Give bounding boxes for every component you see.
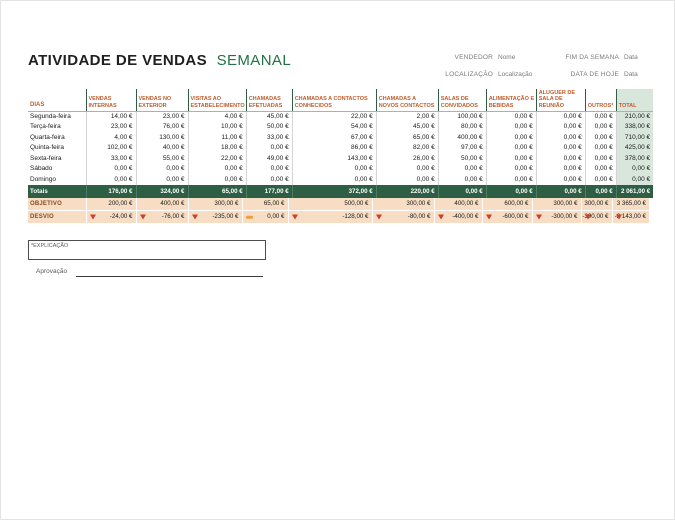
value-cell[interactable]: 0,00 € [246,164,292,175]
column-total-cell: 0,00 € [438,185,486,198]
column-total-cell: 0,00 € [486,185,536,198]
day-label-cell: Sexta-feira [30,154,62,162]
column-header: VISITAS AO ESTABELECIMENTO [188,89,246,111]
desvio-value-cell: -76,00 € [136,211,188,224]
value-cell[interactable]: 0,00 € [486,175,536,186]
value-cell[interactable]: 0,00 € [86,164,136,175]
value-cell[interactable]: 0,00 € [536,122,585,133]
value-cell[interactable]: 0,00 € [376,175,438,186]
data-de-hoje-value[interactable]: Data [624,71,638,78]
day-label-cell: Terça-feira [30,123,61,131]
desvio-value-cell: -80,00 € [372,211,434,224]
row-total-cell: 425,00 € [616,143,653,154]
totals-row [28,185,653,198]
triangle-down-icon [438,215,444,220]
row-total-cell: 210,00 € [616,111,653,122]
field-localizacao [379,71,532,78]
row-total-cell: 0,00 € [616,175,653,186]
objetivo-value-cell[interactable]: 400,00 € [434,198,482,211]
column-header: VENDAS INTERNAS [86,89,136,111]
header-row [28,89,653,111]
value-cell[interactable]: 0,00 € [585,111,616,122]
column-header: SALAS DE CONVIDADOS [438,89,486,111]
value-cell[interactable]: 0,00 € [536,111,585,122]
day-label-cell: Sábado [30,165,53,173]
value-cell[interactable]: 0,00 € [438,164,486,175]
desvio-value-cell: -300,00 € [532,211,581,224]
totals-label-cell: Totais [28,185,86,198]
value-cell[interactable]: 0,00 € [585,143,616,154]
value-cell[interactable]: 54,00 € [292,122,376,133]
row-total-cell: 338,00 € [616,122,653,133]
value-cell[interactable]: 82,00 € [376,143,438,154]
objetivo-value-cell[interactable]: 300,00 € [188,198,242,211]
desvio-value-cell: -300,00 € [581,211,612,224]
objetivo-value-cell[interactable]: 300,00 € [581,198,612,211]
column-total-cell: 176,00 € [86,185,136,198]
desvio-value-cell: -2 143,00 € [612,211,649,224]
value-cell[interactable]: 400,00 € [438,133,486,144]
explanation-box[interactable] [28,240,266,260]
value-cell[interactable]: 22,00 € [188,154,246,165]
value-cell[interactable]: 0,00 € [136,164,188,175]
value-cell[interactable]: 0,00 € [246,143,292,154]
value-cell[interactable]: 0,00 € [536,154,585,165]
objetivo-row [28,198,649,211]
value-cell[interactable]: 102,00 € [86,143,136,154]
column-header: CHAMADAS EFETUADAS [246,89,292,111]
value-cell[interactable]: 14,00 € [86,111,136,122]
value-cell[interactable]: 0,00 € [486,122,536,133]
value-cell[interactable]: 0,00 € [188,164,246,175]
table-row [28,111,653,122]
desvio-value-cell: 0,00 € [242,211,288,224]
table-row [28,133,653,144]
data-de-hoje-label: DATA DE HOJE [570,71,619,78]
column-header: CHAMADAS A NOVOS CONTACTOS [376,89,438,111]
value-cell[interactable]: 80,00 € [438,122,486,133]
value-cell[interactable]: 0,00 € [585,164,616,175]
objetivo-value-cell[interactable]: 65,00 € [242,198,288,211]
value-cell[interactable]: 0,00 € [486,164,536,175]
objetivo-value-cell[interactable]: 300,00 € [372,198,434,211]
value-cell[interactable]: 33,00 € [246,133,292,144]
value-cell[interactable]: 0,00 € [486,133,536,144]
value-cell[interactable]: 0,00 € [536,133,585,144]
day-label-cell: Quarta-feira [30,133,65,141]
triangle-down-icon [536,215,542,220]
grand-total-cell: 2 061,00 € [616,185,653,198]
value-cell[interactable]: 0,00 € [536,143,585,154]
field-fim-da-semana [529,54,638,61]
value-cell[interactable]: 0,00 € [585,122,616,133]
value-cell[interactable]: 0,00 € [585,175,616,186]
objetivo-total-cell: 3 365,00 € [612,198,649,211]
value-cell[interactable]: 0,00 € [376,164,438,175]
objetivo-value-cell[interactable]: 400,00 € [136,198,188,211]
title-main: ATIVIDADE DE VENDAS [28,52,208,69]
column-total-cell: 65,00 € [188,185,246,198]
value-cell[interactable]: 26,00 € [376,154,438,165]
value-cell[interactable]: 76,00 € [136,122,188,133]
objetivo-label-cell: OBJETIVO [28,198,86,211]
value-cell[interactable]: 130,00 € [136,133,188,144]
column-total-cell: 0,00 € [585,185,616,198]
value-cell[interactable]: 67,00 € [292,133,376,144]
localizacao-value[interactable]: Localização [498,71,533,78]
objetivo-value-cell[interactable]: 600,00 € [482,198,532,211]
objetivo-value-cell[interactable]: 200,00 € [86,198,136,211]
column-total-cell: 324,00 € [136,185,188,198]
fim-da-semana-value[interactable]: Data [624,54,638,61]
dash-icon [246,216,253,219]
objetivo-value-cell[interactable]: 500,00 € [288,198,372,211]
value-cell[interactable]: 0,00 € [486,143,536,154]
fim-da-semana-label: FIM DA SEMANA [565,54,619,61]
row-total-cell: 0,00 € [616,164,653,175]
value-cell[interactable]: 45,00 € [376,122,438,133]
localizacao-label: LOCALIZAÇÃO [445,71,493,78]
value-cell[interactable]: 0,00 € [536,175,585,186]
column-total-cell: 372,00 € [292,185,376,198]
value-cell[interactable]: 0,00 € [585,133,616,144]
day-label-cell: Domingo [30,175,57,183]
value-cell[interactable]: 65,00 € [376,133,438,144]
table-row [28,164,653,175]
day-label-cell: Quinta-feira [30,144,64,152]
column-header: ALIMENTAÇÃO E BEBIDAS [486,89,536,111]
page-title [28,52,291,69]
value-cell[interactable]: 33,00 € [86,154,136,165]
triangle-down-icon [376,215,382,220]
value-cell[interactable]: 55,00 € [136,154,188,165]
desvio-row [28,211,649,224]
value-cell[interactable]: 86,00 € [292,143,376,154]
column-header: TOTAL [616,89,653,111]
value-cell[interactable]: 4,00 € [86,133,136,144]
triangle-down-icon [585,215,591,220]
value-cell[interactable]: 0,00 € [438,175,486,186]
table-row [28,175,653,186]
column-total-cell: 0,00 € [536,185,585,198]
vendedor-label: VENDEDOR [454,54,493,61]
value-cell[interactable]: 0,00 € [536,164,585,175]
desvio-value-cell: -600,00 € [482,211,532,224]
value-cell[interactable]: 0,00 € [486,154,536,165]
table-row [28,154,653,165]
column-header: VENDAS NO EXTERIOR [136,89,188,111]
value-cell[interactable]: 10,00 € [188,122,246,133]
goals-table [28,198,649,223]
desvio-value-cell: -400,00 € [434,211,482,224]
explanation-label: *EXPLICAÇÃO [31,243,69,249]
value-cell[interactable]: 50,00 € [438,154,486,165]
title-period: SEMANAL [216,52,292,69]
value-cell[interactable]: 0,00 € [136,175,188,186]
value-cell[interactable]: 100,00 € [438,111,486,122]
value-cell[interactable]: 23,00 € [136,111,188,122]
column-header: OUTROS* [585,89,616,111]
row-total-cell: 710,00 € [616,133,653,144]
triangle-down-icon [292,215,298,220]
value-cell[interactable]: 45,00 € [246,111,292,122]
value-cell[interactable]: 0,00 € [246,175,292,186]
value-cell[interactable]: 18,00 € [188,143,246,154]
row-total-cell: 378,00 € [616,154,653,165]
value-cell[interactable]: 40,00 € [136,143,188,154]
value-cell[interactable]: 22,00 € [292,111,376,122]
desvio-value-cell: -235,00 € [188,211,242,224]
desvio-label-cell: DESVIO [28,211,86,224]
triangle-down-icon [90,215,96,220]
column-header: ALUGUER DE SALA DE REUNIÃO [536,89,585,111]
column-header: DIAS [28,89,86,111]
value-cell[interactable]: 143,00 € [292,154,376,165]
triangle-down-icon [192,215,198,220]
value-cell[interactable]: 2,00 € [376,111,438,122]
field-data-de-hoje [529,71,638,78]
value-cell[interactable]: 0,00 € [292,175,376,186]
day-label-cell: Segunda-feira [30,112,71,120]
value-cell[interactable]: 0,00 € [86,175,136,186]
triangle-down-icon [140,215,146,220]
value-cell[interactable]: 50,00 € [246,122,292,133]
value-cell[interactable]: 11,00 € [188,133,246,144]
value-cell[interactable]: 0,00 € [188,175,246,186]
objetivo-value-cell[interactable]: 300,00 € [532,198,581,211]
value-cell[interactable]: 23,00 € [86,122,136,133]
desvio-value-cell: -128,00 € [288,211,372,224]
desvio-value-cell: -24,00 € [86,211,136,224]
sales-activity-table [28,89,653,198]
table-row [28,143,653,154]
triangle-down-icon [486,215,492,220]
column-total-cell: 220,00 € [376,185,438,198]
value-cell[interactable]: 97,00 € [438,143,486,154]
approval-signature-line[interactable] [76,276,263,277]
value-cell[interactable]: 0,00 € [585,154,616,165]
value-cell[interactable]: 0,00 € [292,164,376,175]
triangle-down-icon [616,215,622,220]
field-vendedor [379,54,515,61]
approval-label: Aprovação [36,268,68,275]
vendedor-value[interactable]: Nome [498,54,516,61]
value-cell[interactable]: 4,00 € [188,111,246,122]
value-cell[interactable]: 0,00 € [486,111,536,122]
value-cell[interactable]: 49,00 € [246,154,292,165]
table-row [28,122,653,133]
column-header: CHAMADAS A CONTACTOS CONHECIDOS [292,89,376,111]
column-total-cell: 177,00 € [246,185,292,198]
